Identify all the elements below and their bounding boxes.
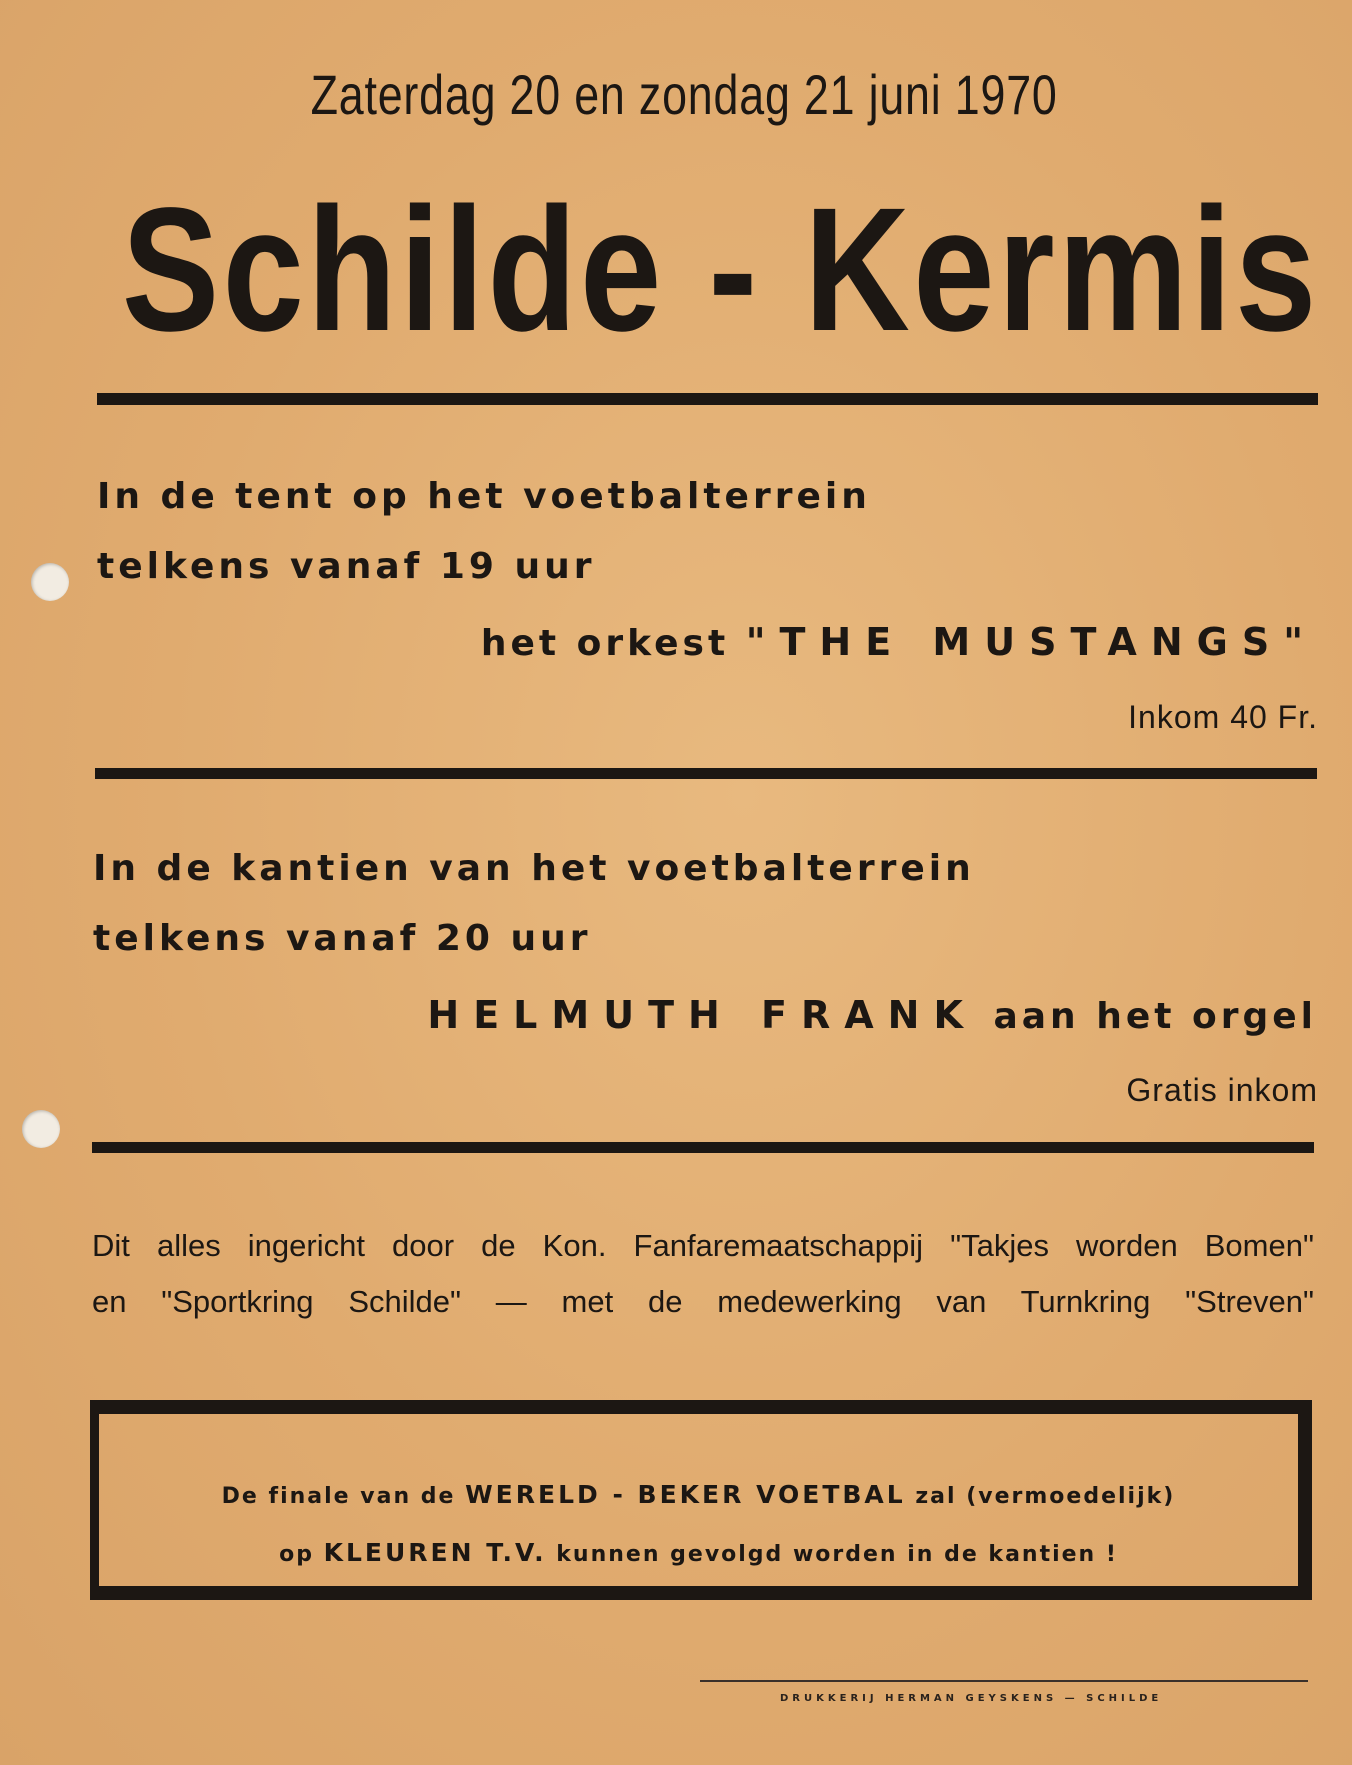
notice-box [90, 1400, 1312, 1600]
canteen-admission: Gratis inkom [1126, 1072, 1318, 1108]
punch-hole-bottom [22, 1110, 60, 1148]
notice-text: kunnen gevolgd worden in de kantien ! [546, 1542, 1118, 1567]
organiser-line-1: Dit alles ingericht door de Kon. Fanfaremaatschappij "Takjes worden Bomen" [92, 1228, 1314, 1263]
canteen-location-line: In de kantien van het voetbalterrein [93, 848, 975, 889]
notice-text: De finale van de [221, 1484, 466, 1509]
tent-time-line: telkens vanaf 19 uur [97, 546, 596, 587]
performer-suffix: aan het orgel [976, 996, 1317, 1037]
notice-line-2 [99, 1538, 1298, 1567]
poster-title: Schilde - Kermis [121, 172, 1320, 368]
tent-location-line: In de tent op het voetbalterrein [97, 476, 871, 517]
notice-emphasis: KLEUREN T.V. [323, 1538, 547, 1567]
notice-emphasis: WERELD - BEKER VOETBAL [465, 1480, 906, 1509]
printer-rule [700, 1680, 1308, 1682]
tent-admission: Inkom 40 Fr. [1128, 699, 1318, 735]
performer-line [427, 993, 1317, 1037]
notice-line-1 [99, 1480, 1298, 1509]
canteen-time-line: telkens vanaf 20 uur [93, 918, 592, 959]
divider-rule [95, 768, 1317, 779]
printer-imprint: DRUKKERIJ HERMAN GEYSKENS — SCHILDE [780, 1693, 1163, 1704]
punch-hole-top [31, 563, 69, 601]
notice-text: zal (vermoedelijk) [905, 1484, 1176, 1509]
band-line [481, 620, 1317, 664]
notice-text: op [279, 1542, 324, 1567]
band-prefix: het orkest [480, 623, 746, 664]
band-name: "THE MUSTANGS" [745, 620, 1317, 664]
divider-rule [92, 1142, 1314, 1153]
divider-rule [97, 393, 1318, 405]
performer-name: HELMUTH FRANK [427, 993, 977, 1037]
organiser-line-2: en "Sportkring Schilde" — met de medewerking van Turnkring "Streven" [92, 1284, 1314, 1319]
date-line: Zaterdag 20 en zondag 21 juni 1970 [310, 63, 1058, 126]
